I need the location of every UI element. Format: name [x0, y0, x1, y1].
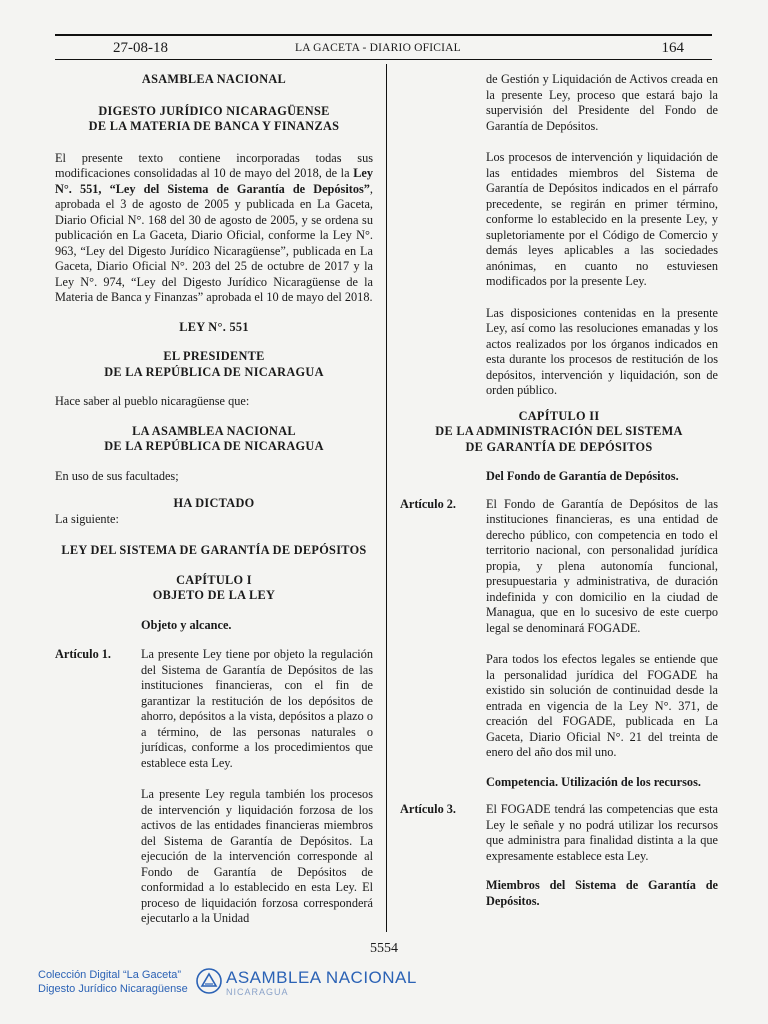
header-gazette-title: LA GACETA - DIARIO OFICIAL — [295, 42, 461, 54]
digesto-label: Digesto Jurídico Nicaragüense — [38, 983, 188, 995]
article-3 — [400, 802, 718, 864]
article-2-paragraph-2: Para todos los efectos legales se entiende que la personalidad jurídica del FOGADE ha existido sin solución de continuidad desde la entrada en vigencia de la Ley N°. 371, de creación del FOGADE, publicada en La Gaceta, Diario Oficial N°. 21 del treinta de enero del año dos mil uno. — [486, 652, 718, 759]
intro-paragraph — [55, 151, 373, 306]
article-1-paragraph-1: La presente Ley tiene por objeto la regulación del Sistema de Garantía de Depósitos de las instituciones financieras, con el fin de garantizar la restitución de los depósitos de ahorro, depósitos a la vista, depósitos a plazo o a término, de las personas naturales o jurídicas, conforme a los procedimientos que establece esta Ley. — [141, 647, 373, 770]
article-1-paragraph-2: La presente Ley regula también los procesos de intervención y liquidación forzosa de los activos de las entidades financieras miembros del Sistema de Garantía de Depósitos. La ejecución de la intervención corresponde al Fondo de Garantía de Depósitos de conformidad a lo establecido en esta Ley. El proceso de liquidación forzosa corresponderá ejecutarlo a la Unidad — [141, 787, 373, 925]
column-divider — [386, 64, 387, 932]
article-2-paragraph-1: El Fondo de Garantía de Depósitos de las instituciones financieras, es una entidad de derecho público, con competencia en todo el territorio nacional, con personalidad jurídica propia, y plena autonomía funcional, presupuestaria y administrativa, de duración indefinida y con domicilio en la ciudad de Managua, que en lo sucesivo de este cuerpo legal se denominará FOGADE. — [486, 496, 718, 635]
chapter-2-title-line-1: DE LA ADMINISTRACIÓN DEL SISTEMA — [435, 424, 683, 438]
chapter-2-title-line-2: DE GARANTÍA DE DEPÓSITOS — [465, 439, 653, 454]
intro-text-2: , aprobada el 3 de agosto de 2005 y publicada en La Gaceta, Diario Oficial N°. 168 del 30 de agosto de 2005, y se ordena su publicación en La Gaceta, Diario Oficial, conforme la Ley N°. 963, “Ley del Digesto Jurídico Nicaragüense”, publicada en La Gaceta, Diario Oficial N°. 203 del 25 de octubre de 2017 y la Ley N°. 974, “Ley del Digesto Jurídico Nicaragüense de la Materia de Banca y Finanzas” aprobada el 10 de mayo del 2018. — [55, 181, 373, 304]
article-3-label: Artículo 3. — [400, 802, 457, 816]
la-asamblea-line-2: DE LA REPÚBLICA DE NICARAGUA — [104, 439, 324, 453]
article-2 — [400, 497, 718, 637]
fondo-heading: Del Fondo de Garantía de Depósitos. — [486, 469, 679, 483]
nicaragua-logo-text: NICARAGUA — [226, 987, 289, 997]
president-line-2: DE LA REPÚBLICA DE NICARAGUA — [104, 364, 324, 379]
collection-text — [38, 968, 188, 996]
law-number: LEY N°. 551 — [179, 319, 249, 334]
header-rule-top — [55, 34, 712, 36]
article-1-continued — [55, 787, 373, 927]
header-rule-bottom — [55, 59, 712, 60]
continued-paragraph-3: Las disposiciones contenidas en la presente Ley, así como las resoluciones emanadas y los actos realizados por los órganos indicados en esta durante los procesos de restitución de los depósitos, intervención y liquidación, son de orden público. — [486, 305, 718, 397]
la-asamblea-line-1: LA ASAMBLEA NACIONAL — [132, 423, 296, 438]
chapter-2-heading: CAPÍTULO II — [518, 408, 600, 423]
article-3-paragraph-1: El FOGADE tendrá las competencias que esta Ley le señale y no podrá utilizar los recursos que administra para finalidad distinta a la que expresamente establece esta Ley. — [486, 802, 718, 863]
ha-dictado: HA DICTADO — [173, 496, 255, 510]
intro-law-name: Ley N°. 551, “Ley del Sistema de Garantía de Depósitos” — [55, 166, 373, 196]
digest-title-line-2: DE LA MATERIA DE BANCA Y FINANZAS — [88, 119, 340, 133]
article-1 — [55, 647, 373, 771]
assembly-heading: ASAMBLEA NACIONAL — [141, 72, 287, 86]
page-header — [55, 40, 712, 56]
continued-paragraph-2: Los procesos de intervención y liquidación de las entidades miembros del Sistema de Garantía de Depósitos indicados en el párrafo precedente, se regirán en primer término, conforme lo establecido en la presente Ley, y supletoriamente por el Código de Comercio y demás leyes aplicables a las sociedades anónimas, en cuanto no estuviesen modificados por la presente Ley. — [486, 150, 718, 288]
header-page-number: 164 — [661, 40, 684, 56]
header-date: 27-08-18 — [113, 40, 168, 56]
competencia-heading: Competencia. Utilización de los recursos. — [486, 774, 701, 789]
digest-title-line-1: DIGESTO JURÍDICO NICARAGÜENSE — [98, 103, 330, 118]
chapter-1-title: OBJETO DE LA LEY — [152, 588, 276, 602]
la-siguiente: La siguiente: — [55, 511, 119, 526]
hace-saber: Hace saber al pueblo nicaragüense que: — [55, 394, 250, 408]
law-title: LEY DEL SISTEMA DE GARANTÍA DE DEPÓSITOS — [61, 543, 367, 557]
assembly-logo-icon — [196, 968, 222, 994]
objeto-heading: Objeto y alcance. — [141, 617, 232, 632]
continued-paragraph-1: de Gestión y Liquidación de Activos creada en la presente Ley, proceso que estará bajo la supervisión del Presidente del Fondo de Garantía de Depósitos. — [486, 72, 718, 133]
chapter-1-heading: CAPÍTULO I — [176, 572, 252, 587]
coleccion-label: Colección Digital “La Gaceta” — [38, 969, 182, 981]
page-total-number: 5554 — [370, 941, 398, 956]
en-uso-facultades: En uso de sus facultades; — [55, 468, 179, 483]
left-column — [55, 72, 373, 927]
assembly-logo-text: ASAMBLEA NACIONAL — [226, 968, 417, 987]
president-line-1: EL PRESIDENTE — [163, 349, 265, 363]
article-1-label: Artículo 1. — [55, 647, 112, 661]
article-2-label: Artículo 2. — [400, 496, 457, 511]
collection-footer — [38, 968, 458, 1002]
miembros-heading: Miembros del Sistema de Garantía de Depósitos. — [486, 878, 718, 908]
right-column — [400, 72, 718, 909]
intro-text-1: El presente texto contiene incorporadas todas sus modificaciones consolidadas al 10 de mayo del 2018, de la — [55, 150, 373, 180]
